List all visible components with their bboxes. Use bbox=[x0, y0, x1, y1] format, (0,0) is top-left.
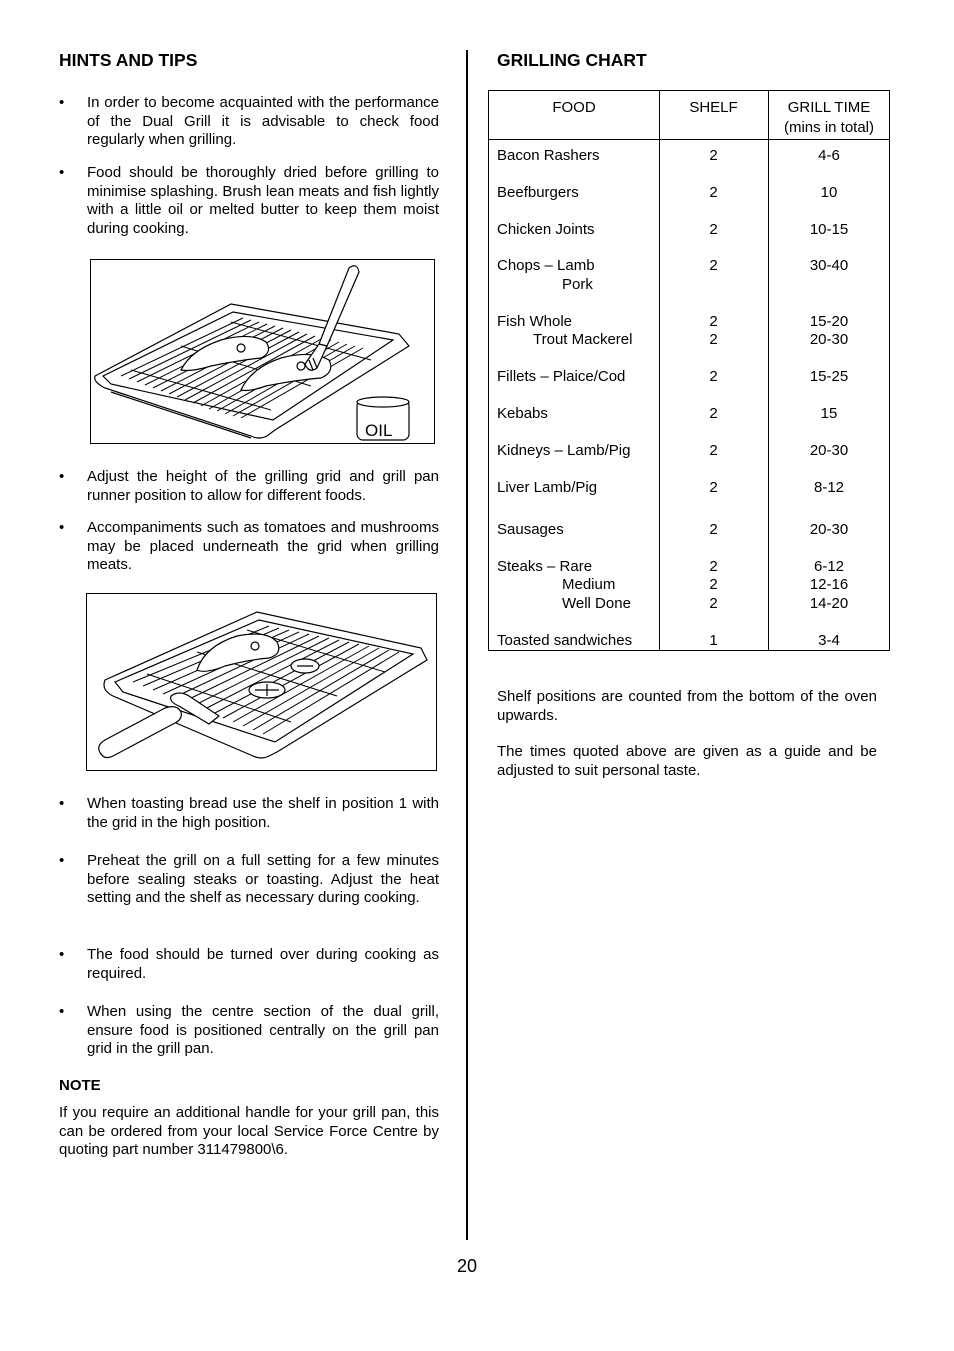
table-cell-grill-time: 20-30 bbox=[809, 442, 849, 459]
bullet-text: Adjust the height of the grilling grid and grill pan runner position to allow for different foods. bbox=[87, 468, 439, 504]
table-cell-shelf: 2 bbox=[709, 576, 718, 593]
note-heading: NOTE bbox=[59, 1077, 101, 1094]
bullet-marker: • bbox=[59, 94, 65, 111]
table-cell-food: Steaks – Rare bbox=[497, 558, 593, 575]
table-cell-food: Fillets – Plaice/Cod bbox=[497, 368, 626, 385]
bullet-item bbox=[59, 164, 439, 238]
table-cell-grill-time: 3-4 bbox=[818, 632, 840, 649]
table-cell-grill-time: 30-40 bbox=[809, 257, 849, 274]
bullet-item bbox=[59, 519, 439, 575]
table-cell-shelf: 2 bbox=[709, 257, 718, 274]
bullet-marker: • bbox=[59, 468, 65, 485]
table-cell-grill-time: 14-20 bbox=[809, 595, 849, 612]
header-grill-time: GRILL TIME bbox=[787, 99, 871, 116]
table-cell-food: Trout Mackerel bbox=[533, 331, 633, 348]
bullet-marker: • bbox=[59, 852, 65, 869]
bullet-text: Preheat the grill on a full setting for a few minutes before sealing steaks or toasting. Adjust the heat setting and the shelf as necessary during cooking. bbox=[87, 852, 439, 906]
table-cell-shelf: 2 bbox=[709, 521, 718, 538]
header-food: FOOD bbox=[552, 99, 596, 116]
figure-grill-pan-brushing bbox=[90, 259, 435, 444]
table-cell-food: Bacon Rashers bbox=[497, 147, 600, 164]
grill-pan-brush-illustration bbox=[91, 260, 433, 442]
bullet-item bbox=[59, 795, 439, 832]
table-header-divider bbox=[489, 139, 889, 140]
table-cell-grill-time: 15 bbox=[820, 405, 838, 422]
table-cell-shelf: 2 bbox=[709, 147, 718, 164]
table-cell-shelf: 2 bbox=[709, 368, 718, 385]
table-cell-grill-time: 4-6 bbox=[818, 147, 840, 164]
bullet-text: Accompaniments such as tomatoes and mushrooms may be placed underneath the grid when grilling meats. bbox=[87, 519, 439, 573]
table-cell-food: Well Done bbox=[562, 595, 631, 612]
hints-heading: HINTS AND TIPS bbox=[59, 50, 198, 70]
shelf-positions-note: Shelf positions are counted from the bottom of the oven upwards. bbox=[497, 688, 877, 724]
bullet-text: When toasting bread use the shelf in position 1 with the grid in the high position. bbox=[87, 795, 439, 831]
table-cell-grill-time: 15-20 bbox=[809, 313, 849, 330]
header-shelf: SHELF bbox=[689, 99, 738, 116]
table-cell-food: Toasted sandwiches bbox=[497, 632, 633, 649]
bullet-text: Food should be thoroughly dried before grilling to minimise splashing. Brush lean meats and fish lightly with a little oil or melted butter to keep them moist during cooking. bbox=[87, 164, 439, 237]
bullet-marker: • bbox=[59, 795, 65, 812]
table-cell-shelf: 2 bbox=[709, 442, 718, 459]
bullet-item bbox=[59, 94, 439, 150]
table-cell-shelf: 2 bbox=[709, 479, 718, 496]
table-cell-food: Beefburgers bbox=[497, 184, 579, 201]
bullet-marker: • bbox=[59, 519, 65, 536]
table-cell-grill-time: 12-16 bbox=[809, 576, 849, 593]
table-cell-food: Kebabs bbox=[497, 405, 548, 422]
bullet-marker: • bbox=[59, 1003, 65, 1020]
table-cell-shelf: 2 bbox=[709, 313, 718, 330]
grilling-chart-heading: GRILLING CHART bbox=[497, 50, 647, 70]
page-number: 20 bbox=[457, 1256, 478, 1276]
table-cell-shelf: 2 bbox=[709, 221, 718, 238]
table-cell-shelf: 2 bbox=[709, 331, 718, 348]
header-grill-time-units: (mins in total) bbox=[783, 119, 875, 136]
table-cell-shelf: 2 bbox=[709, 405, 718, 422]
table-cell-shelf: 2 bbox=[709, 558, 718, 575]
table-cell-grill-time: 15-25 bbox=[809, 368, 849, 385]
table-cell-food: Chops – Lamb bbox=[497, 257, 595, 274]
grilling-chart-table bbox=[488, 90, 890, 651]
bullet-marker: • bbox=[59, 164, 65, 181]
bullet-item bbox=[59, 1003, 439, 1059]
table-cell-grill-time: 20-30 bbox=[809, 521, 849, 538]
table-cell-shelf: 1 bbox=[709, 632, 718, 649]
bullet-text: When using the centre section of the dual grill, ensure food is positioned centrally on the grill pan grid in the grill pan. bbox=[87, 1003, 439, 1057]
bullet-text: The food should be turned over during cooking as required. bbox=[87, 946, 439, 982]
table-cell-food: Liver Lamb/Pig bbox=[497, 479, 598, 496]
table-cell-grill-time: 8-12 bbox=[813, 479, 845, 496]
table-cell-food: Fish Whole bbox=[497, 313, 573, 330]
table-cell-grill-time: 10 bbox=[820, 184, 838, 201]
bullet-marker: • bbox=[59, 946, 65, 963]
table-cell-shelf: 2 bbox=[709, 184, 718, 201]
bullet-item bbox=[59, 946, 439, 983]
bullet-text: In order to become acquainted with the performance of the Dual Grill it is advisable to check food regularly when grilling. bbox=[87, 94, 439, 148]
column-divider bbox=[466, 50, 468, 1240]
table-cell-food: Chicken Joints bbox=[497, 221, 595, 238]
table-cell-food: Medium bbox=[562, 576, 616, 593]
table-cell-grill-time: 6-12 bbox=[813, 558, 845, 575]
bullet-item bbox=[59, 852, 439, 908]
oil-label: OIL bbox=[365, 421, 393, 440]
bullet-item bbox=[59, 468, 439, 505]
table-cell-food: Kidneys – Lamb/Pig bbox=[497, 442, 631, 459]
table-cell-grill-time: 10-15 bbox=[809, 221, 849, 238]
times-guide-note: The times quoted above are given as a guide and be adjusted to suit personal taste. bbox=[497, 743, 877, 779]
table-cell-shelf: 2 bbox=[709, 595, 718, 612]
grill-pan-handle-illustration bbox=[87, 594, 435, 769]
figure-grill-pan-handle bbox=[86, 593, 437, 771]
table-cell-food: Sausages bbox=[497, 521, 564, 538]
table-cell-grill-time: 20-30 bbox=[809, 331, 849, 348]
note-text: If you require an additional handle for your grill pan, this can be ordered from your local Service Force Centre by quoting part number 311479800\6. bbox=[59, 1104, 439, 1158]
table-cell-food: Pork bbox=[562, 276, 593, 293]
